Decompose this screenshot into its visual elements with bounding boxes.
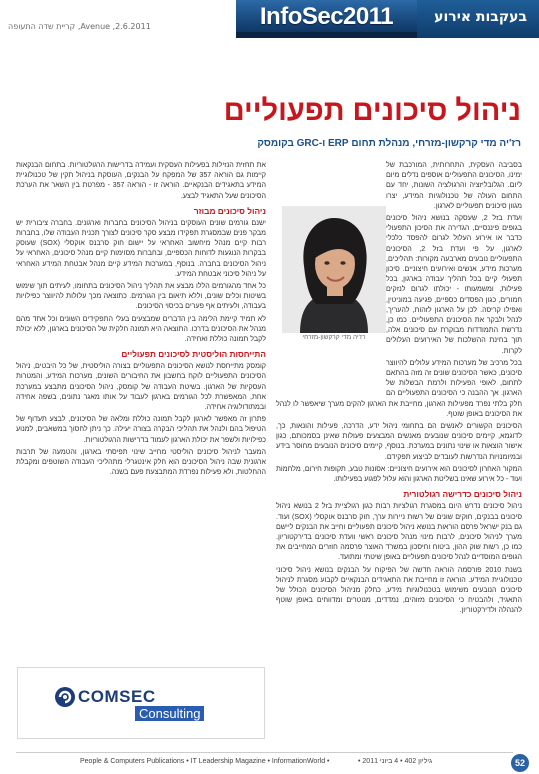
paragraph: כל אחד מהגורמים הללו מבצע את תהליך ניהול הסיכונים בתחומו, לעיתים תוך שימוש בשיטות וכלים שונים, וללא תיאום בין הגורמים. כתוצאה מכך עלולות להיווצר כפילויות בעבודה, ולעיתים אף פערים בכיסוי הסיכונים. xyxy=(16,282,266,311)
section-label-box xyxy=(417,0,539,38)
section-heading: ניהול סיכונים מבוזר xyxy=(193,205,266,216)
article-title: ניהול סיכונים תפעוליים xyxy=(223,95,521,127)
article-column-left xyxy=(16,160,266,665)
paragraph: ועדת בזל 2, שעסקה בנושא ניהול סיכונים בגופים פיננסיים, הגדירה את הסיכון התפעולי כדבר או אירוע העלול לגרום להפסד כלכלי לארגון, על פי ועדת בזל 2, הסיכונים התפעוליים נובעים מארבעה מקורות: תהליכים, מערכות מידע, אנשים ואירועים חיצוניים. סיכון תפעולי קיים בכל תהליך עבודה בארגון, בכל פעילות, ומשמעותו - יכולתו לגרום לנזקים חמורים, כגון הפסדים כספיים, פגיעה במוניטין, ואפילו קריסה. לכן על הארגון לזהות, להעריך, לנהל ולבקר את הסיכונים התפעוליים. כמו כן, נדרשת התמודדות מבוקרת עם סיכונים אלה, תוך בחינת ההשלכות של האירועים העלולים לקרות. xyxy=(386,214,522,355)
paragraph: לא תמיד קיימת הלימה בין הדברים שמבצעים בעלי התפקידים השונים וכל אחד מהם מנהל את הסיכונים בדרכו. התוצאה היא תמונה חלקית של הסיכונים בארגון, ללא יכולת לקבל תמונה כוללת ואחידה. xyxy=(16,314,266,344)
paragraph: בסביבה העסקית, התחרותית, המורכבת של ימינו, הסיכונים התפעוליים אוספים נדלים מיום ליום. הגלובליזציה והרגולציה השונות, יחד עם התחום העולה של טכנולוגיות המידע, יצרו מגוון סיכונים תפעוליים לארגון. xyxy=(386,161,522,210)
footer-issue: גיליון 402 • 4 ביוני 2011 • xyxy=(358,758,433,765)
footer-publications: People & Computers Publications • IT Leadership Magazine • InformationWorld • xyxy=(80,758,330,765)
section-heading: ניהול סיכונים כדרישה רגולטורית xyxy=(403,489,522,500)
article-byline: רז'יה מדי קרקשון-מזרחי, מנהלת תחום ERP ו-GRC בקומסק xyxy=(257,138,521,149)
page-number: 52 xyxy=(511,754,529,772)
paragraph: את תחזית הנזילות בפעילות העסקית ועמידה בדרישות הרגולטוריות. בתחום הבנקאות קיימות גם הוראה 357 של המפקח על הבנקים, העוסקת בניהול תקין של טכנולוגיית המידע בתאגידים הבנקאיים. הוראה זו - הוראה 357 - מפרטת בין השאר את הערכת הסיכונים שעל התאגיד לבצע. xyxy=(16,161,266,200)
event-details: Avenue ,2.6.2011, קריית שדה התעופה xyxy=(8,22,151,31)
section-heading: התייחסות הוליסטית לסיכונים תפעוליים xyxy=(121,349,266,360)
infosec-logo xyxy=(236,0,417,38)
author-photo xyxy=(282,206,386,333)
section-label: בעקבות אירוע xyxy=(434,9,527,25)
comsec-logo-icon xyxy=(54,686,76,708)
logo-underline xyxy=(236,32,417,38)
comsec-advertisement[interactable] xyxy=(17,667,265,739)
paragraph: קומסק מתייחסת לנושא הסיכונים התפעוליים בצורה הוליסטית, של כל היבטים, ניהול הסיכונים התפעוליים לוקח בחשבון את החיבורים השונים, מערכות המידע, והמטרות העסקיות של הארגון. בשיטת העבודה של קומסק, ניהול הסיכונים מתבצע במערכת אחת, המאפשרת לכל הגורמים בארגון לעבוד על אותו מאגר נתונים, בשפה אחידה ובמתודולוגיה אחידה. xyxy=(16,362,266,412)
paragraph: ניהול סיכונים נדרש היום במסגרת רגולציות רבות כגון רגולציית בזל 2 בנושא ניהול סיכונים בבנקים, חוקים שונים של רשות ניירות ערך, חוק סרבנס אוקסלי (SOX) ועוד. גם בנק ישראל פרסם הוראות בנושא ניהול סיכונים תפעוליים וחייב את הבנקים ליישם מערך לניהול סיכונים, לרבות מינוי מנהל סיכונים ראשי וועדת סיכונים בדירקטוריון. כמו כן, רשות שוק ההון, ביטוח וחיסכון במשרד האוצר פרסמה חוזרים המחייבים את הגופים המוסדיים לנהל סיכונים תפעוליים באופן שיטתי ומתועד. xyxy=(276,502,522,562)
footer-rule xyxy=(16,752,513,753)
comsec-tagline: Consulting xyxy=(135,706,204,721)
paragraph: בכל מרכיב של מערכות המידע עלולים להיווצר סיכונים, כאשר הסיכונים שונים זה מזה בהתאם לתחום, לאופי הפעילות ולרמת הבשלות של הארגון. אך ההבנה כי הסיכונים התפעוליים הם חלק בלתי נפרד מפעילות הארגון, מחייבת את הארגון להקים מערך שיאפשר לו לנהל את הסיכונים באופן שוטף. xyxy=(276,358,522,418)
photo-caption: רז'יה מדי קרקשון-מזרחי xyxy=(302,334,366,341)
paragraph: ישנם גורמים שונים העוסקים בניהול הסיכונים בחברות וארגונים. בחברה ציבורית יש מבקר פנים שבמסגרת תפקידו מבצע סקר סיכונים לצורך תכנית העבודה שלו, בחברות רבות קיים מנהל מיחשוב האחראי על יישום חוק סרבנס אוקסלי (SOX) שעוסק בבקרות הנוגעות לדוחות הכספיים, ובחברות מסוימות קיים מנהל סיכונים, האחראי על ניהול הסיכונים בחברה. בנוסף, במערכות המידע קיים מנהל אבטחת המידע האחראי על ניהול סיכוני אבטחת המידע. xyxy=(16,218,266,278)
comsec-brand: COMSEC xyxy=(78,687,156,706)
author-portrait-icon xyxy=(282,206,386,333)
paragraph: המקור האחרון לסיכונים הוא אירועים חיצוניים: אסונות טבע, תקופות חירום, מלחמות ועוד - כל אירוע שאינו בשליטת הארגון והוא עלול לפגוע בפעילותו. xyxy=(276,464,522,484)
page-footer xyxy=(0,752,539,774)
paragraph: פתרון זה מאפשר לארגון לקבל תמונה כוללת ומלאה של הסיכונים, לבצע תעדוף של הטיפול בהם ולנהל את תהליכי הבקרה בצורה יעילה. כך ניתן לחסוך במשאבים, למנוע כפילויות ולשפר את יכולת הארגון לעמוד בדרישות הרגולטוריות. xyxy=(16,415,266,444)
paragraph: בשנת 2010 פורסמה הוראה חדשה של הפיקוח על הבנקים בנושא ניהול סיכוני טכנולוגיית המידע. הוראה זו מחייבת את התאגידים הבנקאיים לקבוע מסגרת לניהול סיכונים הנובעים משימוש בטכנולוגיות מידע, כחלק מניהול הסיכונים הכולל של התאגיד, ולהבטיח כי הסיכונים מזוהים, נמדדים, מנוטרים ומדווחים באופן שוטף להנהלה ולדירקטוריון. xyxy=(276,565,522,615)
paragraph: המעבר לניהול סיכונים הוליסטי מחייב שינוי תפיסתי בארגון, והטמעה של תרבות ארגונית שבה ניהול הסיכונים הוא חלק אינטגרלי מתהליכי העבודה השוטפים ומקבלת ההחלטות, ולא פעילות נפרדת המתבצעת פעם בשנה. xyxy=(16,447,266,477)
infosec-logo-text: InfoSec2011 xyxy=(259,3,394,30)
header-banner xyxy=(0,0,539,38)
header-event-area xyxy=(0,0,236,38)
paragraph: הסיכונים הקשורים לאנשים הם בתחומי ניהול ידע, הדרכה, פעילות והונאות, כך, לדוגמא, קיימים סיכונים שנובעים מאנשים המבצעים פעולות שאינן בסמכותם, כגון אישור הוצאות או שינוי נתונים במערכת. בנוסף, קיימים סיכונים הנובעים מחוסר בידע ובמיומנויות הנדרשות לעובדים לביצוע תפקידם. xyxy=(276,422,522,461)
